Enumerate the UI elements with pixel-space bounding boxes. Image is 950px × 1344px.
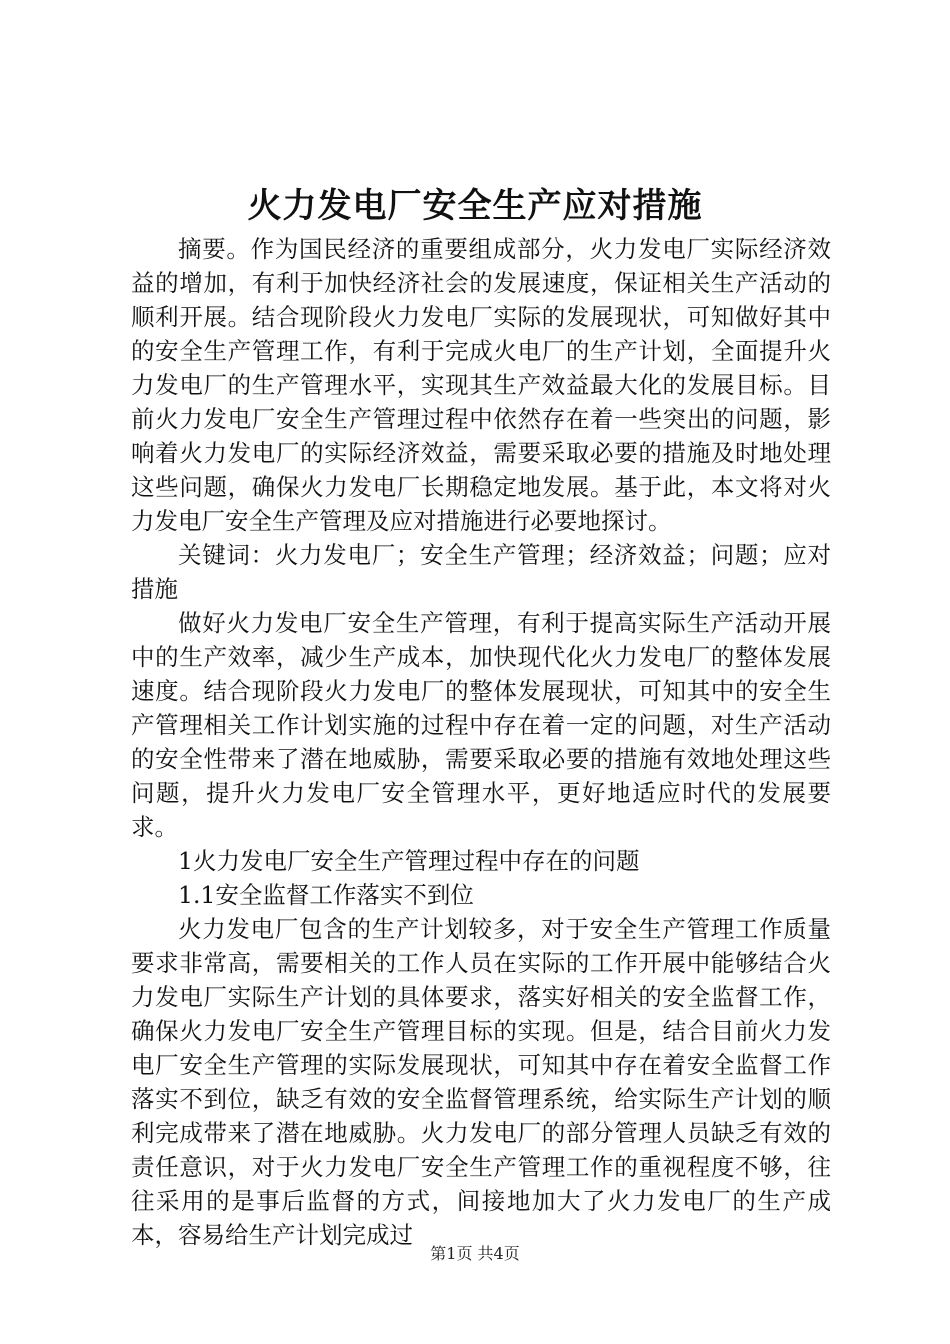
subsection-heading: 1.1安全监督工作落实不到位 — [178, 881, 474, 909]
document-title: 火力发电厂安全生产应对措施 — [247, 186, 703, 226]
keywords-paragraph: 关键词：火力发电厂；安全生产管理；经济效益；问题；应对措施 — [131, 541, 831, 603]
intro-paragraph: 做好火力发电厂安全生产管理，有利于提高实际生产活动开展中的生产效率，减少生产成本，加快现代化火力发电厂的整体发展速度。结合现阶段火力发电厂的整体发展现状，可知其中的安全生产管理相关工作计划实施的过程中存在着一定的问题，对生产活动的安全性带来了潜在地威胁，需要采取必要的措施有效地处理这些问题，提升火力发电厂安全管理水平，更好地适应时代的发展要求。 — [131, 609, 831, 841]
body-paragraph: 火力发电厂包含的生产计划较多，对于安全生产管理工作质量要求非常高，需要相关的工作人员在实际的工作开展中能够结合火力发电厂实际生产计划的具体要求，落实好相关的安全监督工作，确保火力发电厂安全生产管理目标的实现。但是，结合目前火力发电厂安全生产管理的实际发展现状，可知其中存在着安全监督工作落实不到位，缺乏有效的安全监督管理系统，给实际生产计划的顺利完成带来了潜在地威胁。火力发电厂的部分管理人员缺乏有效的责任意识，对于火力发电厂安全生产管理工作的重视程度不够，往往采用的是事后监督的方式，间接地加大了火力发电厂的生产成本，容易给生产计划完成过 — [131, 915, 831, 1249]
page-footer: 第1页 共4页 — [430, 1244, 520, 1263]
abstract-paragraph: 摘要。作为国民经济的重要组成部分，火力发电厂实际经济效益的增加，有利于加快经济社会的发展速度，保证相关生产活动的顺利开展。结合现阶段火力发电厂实际的发展现状，可知做好其中的安全生产管理工作，有利于完成火电厂的生产计划，全面提升火力发电厂的生产管理水平，实现其生产效益最大化的发展目标。目前火力发电厂安全生产管理过程中依然存在着一些突出的问题，影响着火力发电厂的实际经济效益，需要采取必要的措施及时地处理这些问题，确保火力发电厂长期稳定地发展。基于此，本文将对火力发电厂安全生产管理及应对措施进行必要地探讨。 — [131, 235, 831, 535]
section-heading: 1火力发电厂安全生产管理过程中存在的问题 — [178, 847, 640, 875]
document-body — [131, 232, 831, 1252]
